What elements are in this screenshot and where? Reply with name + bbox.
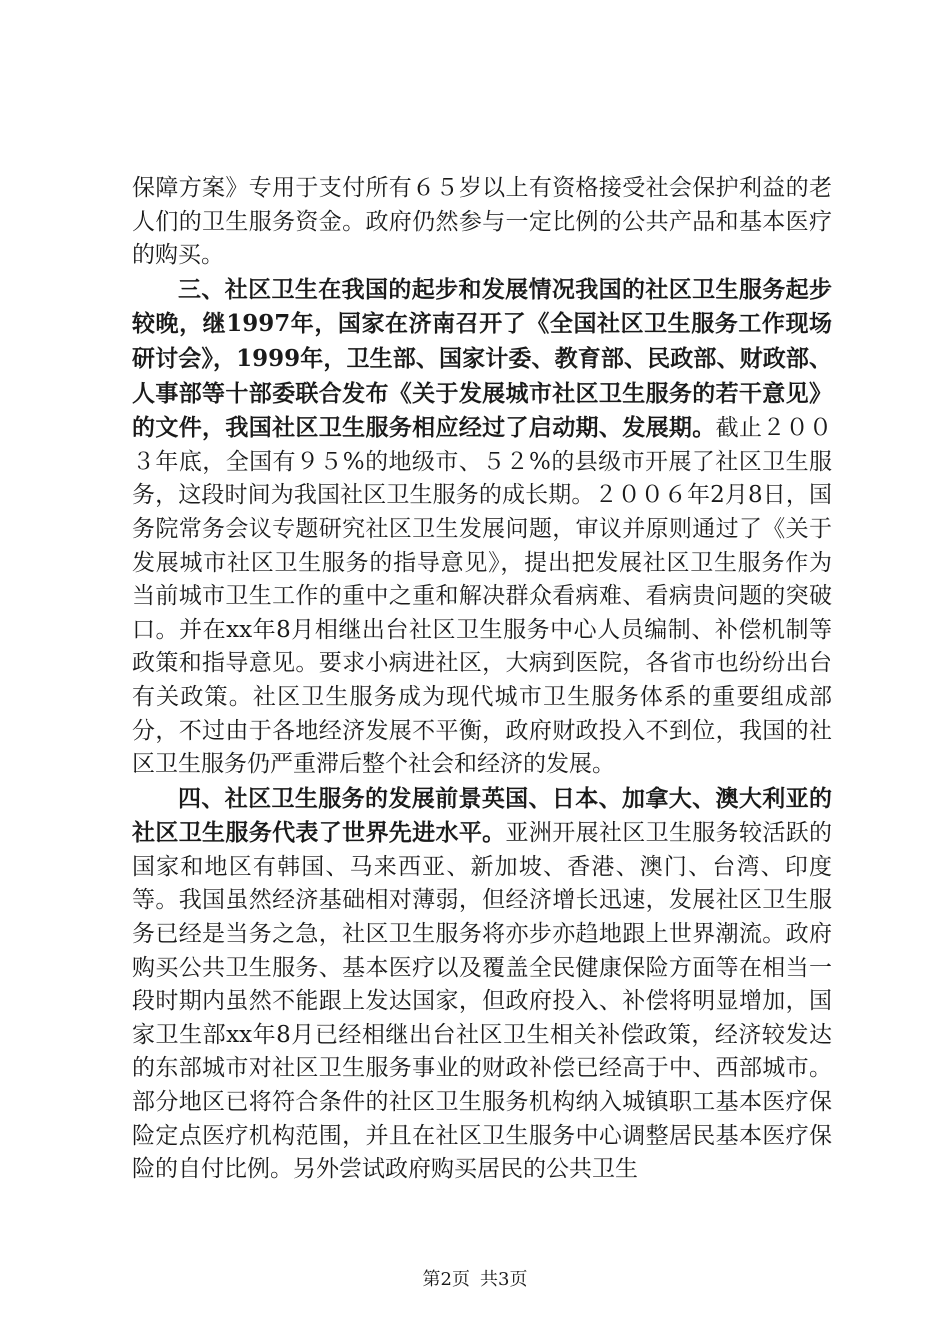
section-4-heading: 四、社区卫生服务的发展前景英国、日本、加拿大、澳大利亚的社区卫生服务代表了世界先进水平。: [132, 784, 832, 847]
page-number: 第2页: [422, 1269, 470, 1290]
page-total: 共3页: [480, 1269, 528, 1290]
paragraph-section-4: [132, 782, 832, 1187]
paragraph-text: 截止２００３年底，全国有９５%的地级市、５２%的县级市开展了社区卫生服务，这段时间为我国社区卫生服务的成长期。２００６年2月8日，国务院常务会议专题研究社区卫生发展问题，审议并原则通过了《关于发展城市社区卫生服务的指导意见》，提出把发展社区卫生服务作为当前城市卫生工作的重中之重和解决群众看病难、看病贵问题的突破口。并在xx年8月相继出台社区卫生服务中心人员编制、补偿机制等政策和指导意见。要求小病进社区，大病到医院，各省市也纷纷出台有关政策。社区卫生服务成为现代城市卫生服务体系的重要组成部分，不过由于各地经济发展不平衡，政府财政投入不到位，我国的社区卫生服务仍严重滞后整个社会和经济的发展。: [132, 415, 833, 778]
section-3-heading: 三、社区卫生在我国的起步和发展情况我国的社区卫生服务起步较晚，继1997年，国家在济南召开了《全国社区卫生服务工作现场研讨会》，1999年，卫生部、国家计委、教育部、民政部、财政部、人事部等十部委联合发布《关于发展城市社区卫生服务的若干意见》的文件，我国社区卫生服务相应经过了启动期、发展期。: [132, 275, 832, 442]
page-footer: [0, 1268, 950, 1292]
paragraph-text: 保障方案》专用于支付所有６５岁以上有资格接受社会保护利益的老人们的卫生服务资金。政府仍然参与一定比例的公共产品和基本医疗的购买。: [132, 175, 832, 269]
document-body: [132, 172, 832, 1187]
paragraph-continuation: [132, 172, 832, 273]
paragraph-text: 亚洲开展社区卫生服务较活跃的国家和地区有韩国、马来西亚、新加坡、香港、澳门、台湾、印度等。我国虽然经济基础相对薄弱，但经济增长迅速，发展社区卫生服务已经是当务之急，社区卫生服务将亦步亦趋地跟上世界潮流。政府购买公共卫生服务、基本医疗以及覆盖全民健康保险方面等在相当一段时期内虽然不能跟上发达国家，但政府投入、补偿将明显增加，国家卫生部xx年8月已经相继出台社区卫生相关补偿政策，经济较发达的东部城市对社区卫生服务事业的财政补偿已经高于中、西部城市。部分地区已将符合条件的社区卫生服务机构纳入城镇职工基本医疗保险定点医疗机构范围，并且在社区卫生服务中心调整居民基本医疗保险的自付比例。另外尝试政府购买居民的公共卫生: [132, 820, 833, 1183]
paragraph-section-3: [132, 273, 832, 782]
